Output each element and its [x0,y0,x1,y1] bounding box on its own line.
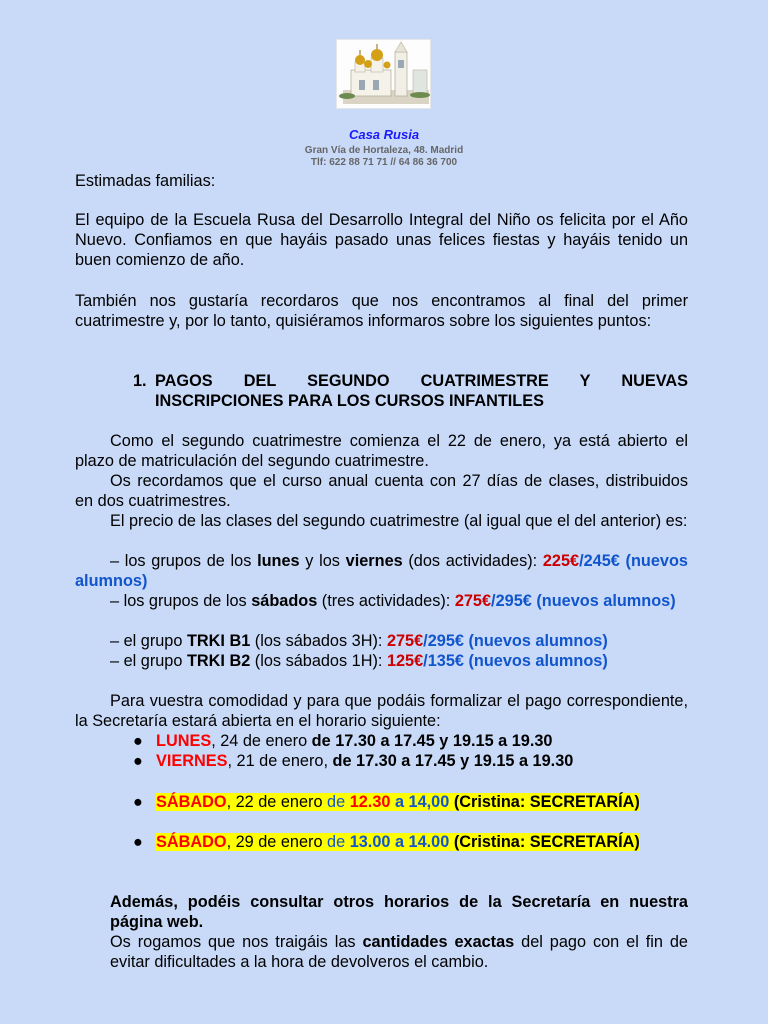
price-old: 225€ [542,552,580,570]
paragraph-enrollment: Como el segundo cuatrimestre comienza el 22 de enero, ya está abierto el plazo de matriculación del segundo cuatrimestre. [75,432,688,470]
organization-name: Casa Rusia [348,127,420,142]
schedule-item-sabado-29: ● SÁBADO, 29 de enero de 13.00 a 14.00 (Cristina: SECRETARÍA) [133,833,640,851]
paragraph-secretaria: Para vuestra comodidad y para que podáis formalizar el pago correspondiente, la Secretaría estará abierta en el horario siguiente: [75,692,688,730]
bullet-icon: ● [133,752,143,770]
price-old: 125€ [386,652,424,670]
organization-contact [0,145,768,169]
section-title-line2: INSCRIPCIONES PARA LOS CURSOS INFANTILES [155,392,544,410]
price-trki-b1: – el grupo TRKI B1 (los sábados 3H): 275€/295€ (nuevos alumnos) [110,632,608,650]
schedule-item-sabado-22: ● SÁBADO, 22 de enero de 12.30 a 14,00 (Cristina: SECRETARÍA) [133,793,640,811]
schedule-item-viernes: ● VIERNES, 21 de enero, de 17.30 a 17.45 y 19.15 a 19.30 [133,752,574,770]
price-old: 275€ [386,632,424,650]
price-sabados: – los grupos de los sábados (tres actividades): 275€/295€ (nuevos alumnos) [110,592,676,610]
paragraph-reminder: También nos gustaría recordaros que nos encontramos al final del primer cuatrimestre y, por lo tanto, quisiéramos informaros sobre los siguientes puntos: [75,292,688,330]
price-new: 245€ [583,552,620,570]
paragraph-web-schedule: Además, podéis consultar otros horarios de la Secretaría en nuestra página web. [110,893,688,931]
paragraph-price-intro: El precio de las clases del segundo cuatrimestre (al igual que el del anterior) es: [110,512,688,530]
paragraph-exact-amounts: Os rogamos que nos traigáis las cantidades exactas del pago con el fin de evitar dificultades a la hora de devolveros el cambio. [110,933,688,971]
schedule-item-lunes: ● LUNES, 24 de enero de 17.30 a 17.45 y 19.15 a 19.30 [133,732,553,750]
bullet-icon: ● [133,732,143,750]
price-new: 295€ [427,632,464,650]
section-heading [133,371,688,411]
bullet-icon: ● [133,833,143,851]
paragraph-course-days: Os recordamos que el curso anual cuenta con 27 días de clases, distribuidos en dos cuatrimestres. [75,472,688,510]
price-new: 135€ [427,652,464,670]
price-trki-b2: – el grupo TRKI B2 (los sábados 1H): 125€/135€ (nuevos alumnos) [110,652,608,670]
section-title-line1: PAGOS DEL SEGUNDO CUATRIMESTRE Y NUEVAS [155,372,688,390]
address: Gran Vía de Hortaleza, 48. Madrid [304,145,464,156]
section-number: 1. [133,372,147,390]
church-logo [336,39,431,109]
price-new: 295€ [495,592,532,610]
paragraph-new-year: El equipo de la Escuela Rusa del Desarrollo Integral del Niño os felicita por el Año Nuevo. Confiamos en que hayáis pasado unas felices fiestas y hayáis tenido un buen comienzo de año. [75,211,688,269]
price-lunes-viernes: – los grupos de los lunes y los viernes (dos actividades): 225€/245€ (nuevos alumnos) [75,552,688,590]
phone: Tlf: 622 88 71 71 // 64 86 36 700 [310,157,458,168]
price-old: 275€ [454,592,492,610]
bullet-icon: ● [133,793,143,811]
greeting: Estimadas familias: [75,172,216,190]
